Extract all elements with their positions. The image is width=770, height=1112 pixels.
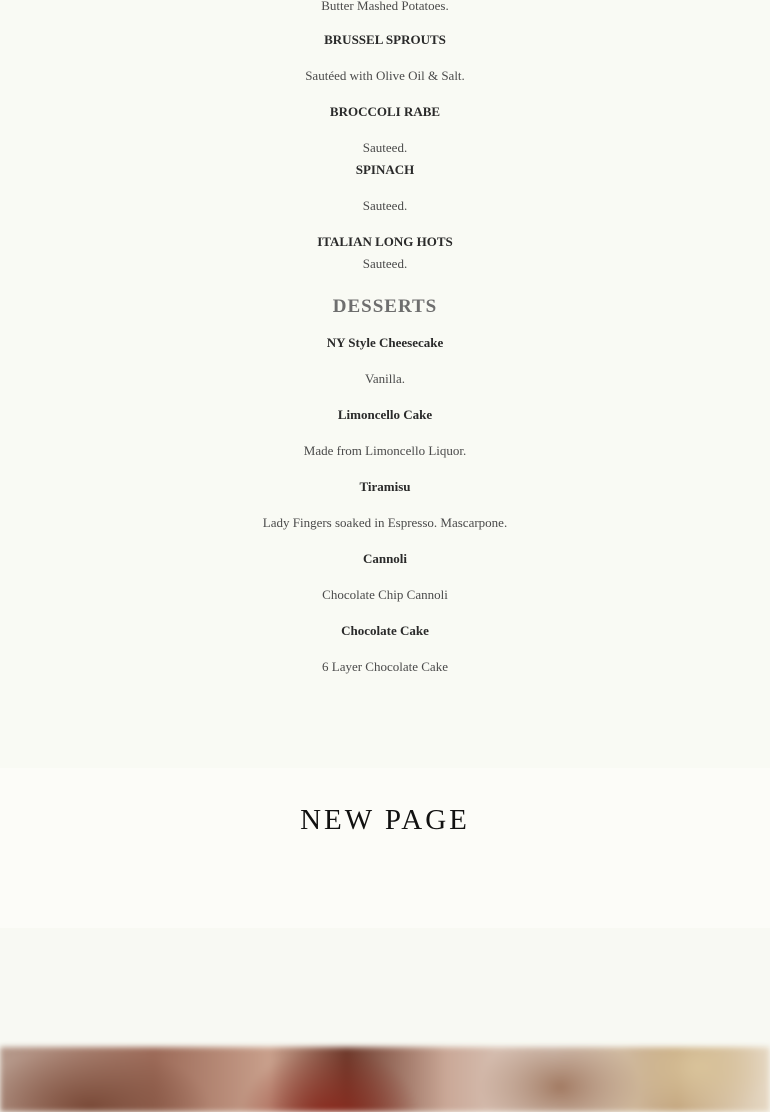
item-desc: Made from Limoncello Liquor. xyxy=(303,443,467,458)
item-name: BRUSSEL SPROUTS xyxy=(324,32,446,47)
item-desc: Sauteed. xyxy=(362,198,408,213)
item-desc: Sauteed. xyxy=(362,256,408,271)
new-page-title: NEW PAGE xyxy=(300,804,470,836)
item-name: Limoncello Cake xyxy=(337,407,433,422)
item-name: Chocolate Cake xyxy=(341,623,429,638)
item-desc: Butter Mashed Potatoes. xyxy=(321,0,449,13)
item-desc: Vanilla. xyxy=(364,371,406,386)
item-name: Tiramisu xyxy=(359,479,411,494)
item-name: BROCCOLI RABE xyxy=(329,104,441,119)
item-name: Cannoli xyxy=(362,551,408,566)
item-desc: Sauteed. xyxy=(362,140,408,155)
item-desc: Sautéed with Olive Oil & Salt. xyxy=(305,68,465,83)
hero-image xyxy=(0,1047,770,1112)
item-name: NY Style Cheesecake xyxy=(326,335,444,350)
item-name: ITALIAN LONG HOTS xyxy=(317,234,453,249)
spacer-section xyxy=(0,928,770,1047)
category-heading-desserts: DESSERTS xyxy=(332,296,438,317)
item-desc: 6 Layer Chocolate Cake xyxy=(322,659,448,674)
item-desc: Lady Fingers soaked in Espresso. Mascarpone. xyxy=(262,515,508,530)
item-desc: Chocolate Chip Cannoli xyxy=(322,587,448,602)
item-name: SPINACH xyxy=(355,162,415,177)
new-page-section xyxy=(0,768,770,928)
